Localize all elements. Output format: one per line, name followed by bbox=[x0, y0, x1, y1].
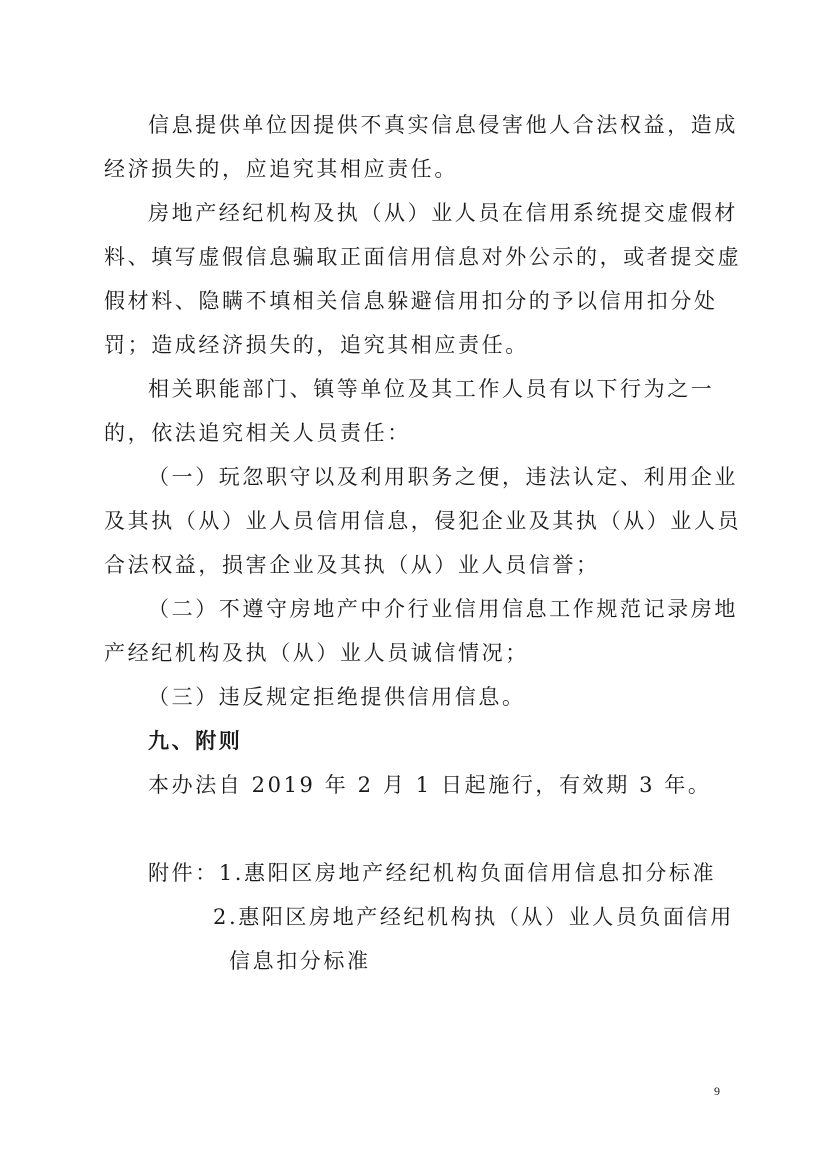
paragraph-line: 料、填写虚假信息骗取正面信用信息对外公示的，或者提交虚 bbox=[104, 245, 742, 269]
paragraph-line: （一）玩忽职守以及利用职务之便，违法认定、利用企业 bbox=[148, 465, 738, 489]
attachment-item-2: 2.惠阳区房地产经纪机构执（从）业人员负面信用 bbox=[213, 905, 734, 929]
paragraph-line: 相关职能部门、镇等单位及其工作人员有以下行为之一 bbox=[148, 377, 715, 401]
paragraph-line: 罚；造成经济损失的，追究其相应责任。 bbox=[104, 333, 529, 357]
attachment-item-2-continued: 信息扣分标准 bbox=[229, 949, 371, 973]
paragraph-line: 房地产经纪机构及执（从）业人员在信用系统提交虚假材 bbox=[148, 201, 738, 225]
paragraph-line: 及其执（从）业人员信用信息，侵犯企业及其执（从）业人员 bbox=[104, 509, 742, 533]
paragraph-line: 经济损失的，应追究其相应责任。 bbox=[104, 157, 458, 181]
attachment-item-1-text: 1.惠阳区房地产经纪机构负面信用信息扣分标准 bbox=[218, 861, 717, 885]
attachment-label: 附件： bbox=[148, 861, 219, 885]
paragraph-line: 合法权益，损害企业及其执（从）业人员信誉； bbox=[104, 553, 600, 577]
section-heading: 九、附则 bbox=[148, 728, 243, 753]
paragraph-line: 假材料、隐瞒不填相关信息躲避信用扣分的予以信用扣分处 bbox=[104, 289, 718, 313]
attachment-item-1 bbox=[148, 859, 716, 887]
paragraph-line: （二）不遵守房地产中介行业信用信息工作规范记录房地 bbox=[148, 597, 738, 621]
paragraph-line: 的，依法追究相关人员责任： bbox=[104, 421, 411, 445]
paragraph-line: 信息提供单位因提供不真实信息侵害他人合法权益，造成 bbox=[148, 113, 738, 137]
paragraph-line: （三）违反规定拒绝提供信用信息。 bbox=[148, 685, 526, 709]
page-number: 9 bbox=[714, 1084, 720, 1098]
effective-date-text: 本办法自 2019 年 2 月 1 日起施行，有效期 3 年。 bbox=[148, 773, 712, 797]
paragraph-line: 产经纪机构及执（从）业人员诚信情况； bbox=[104, 641, 529, 665]
